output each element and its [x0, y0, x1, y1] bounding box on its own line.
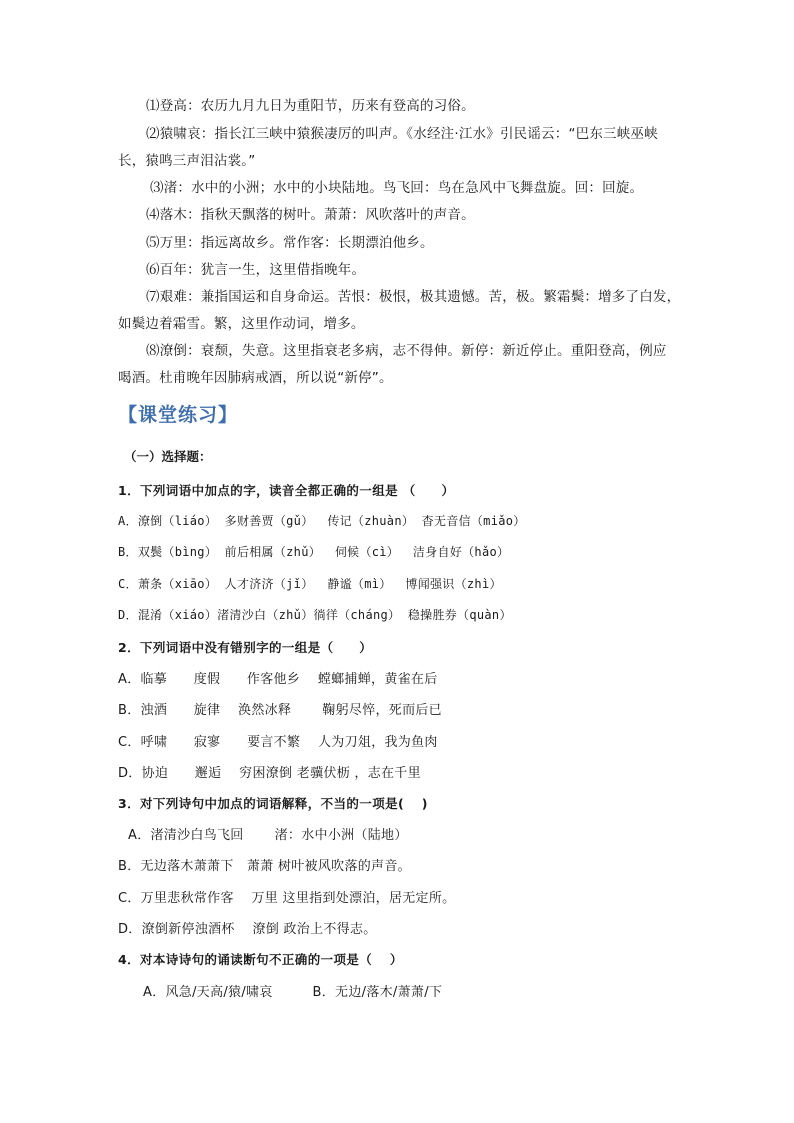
- note-8: ⑻潦倒：衰颓，失意。这里指衰老多病，志不得伸。新停：新近停止。重阳登高，例应: [146, 343, 667, 359]
- note-7: ⑺艰难：兼指国运和自身命运。苦恨：极恨，极其遗憾。苦，极。繁霜鬓：增多了白发，: [146, 289, 681, 305]
- note-5: ⑸万里：指远离故乡。常作客：长期漂泊他乡。: [146, 235, 434, 251]
- note-4: ⑷落木：指秋天飘落的树叶。萧萧：风吹落叶的声音。: [146, 207, 475, 223]
- question-2-option-d: D．协迫 邂逅 穷困潦倒 老骥伏枥 ，志在千里: [118, 766, 421, 781]
- note-2-cont: 长，猿鸣三声泪沾裳。”: [118, 153, 256, 169]
- question-3-option-c: C．万里悲秋常作客 万里 这里指到处漂泊，居无定所。: [118, 891, 456, 906]
- question-1-option-d: D．混淆（xiáo）渚清沙白（zhǔ）徜徉（cháng） 稳操胜券（quàn）: [118, 608, 512, 622]
- question-3-stem: 3．对下列诗句中加点的词语解释，不当的一项是( ): [118, 796, 428, 811]
- question-3-option-a: A．渚清沙白鸟飞回 渚：水中小洲（陆地）: [128, 828, 408, 843]
- question-2-option-a: A．临摹 度假 作客他乡 螳螂捕蝉，黄雀在后: [118, 672, 438, 687]
- question-1-option-b: B．双鬓（bìng） 前后相属（zhǔ） 伺候（cì） 洁身自好（hǎo）: [118, 545, 510, 559]
- question-2-option-b: B．浊酒 旋律 涣然冰释 鞠躬尽悴，死而后已: [118, 703, 442, 718]
- question-4-stem: 4．对本诗诗句的诵读断句不正确的一项是（ ）: [118, 952, 403, 967]
- question-1-option-a: A．潦倒（liáo） 多财善贾（gǔ） 传记（zhuàn） 杳无音信（miǎo）: [118, 514, 526, 528]
- question-2-stem: 2．下列词语中没有错别字的一组是（ ）: [118, 640, 373, 655]
- note-6: ⑹百年：犹言一生，这里借指晚年。: [146, 262, 366, 278]
- note-1: ⑴登高：农历九月九日为重阳节，历来有登高的习俗。: [146, 98, 475, 114]
- note-3: ⑶渚：水中的小洲；水中的小块陆地。鸟飞回：鸟在急风中飞舞盘旋。回：回旋。: [150, 180, 644, 196]
- question-4-options-ab: A．风急/天高/猿/啸哀 B．无边/落木/萧萧/下: [143, 985, 443, 1000]
- question-2-option-c: C．呼啸 寂寥 要言不繁 人为刀俎，我为鱼肉: [118, 735, 438, 750]
- note-7-cont: 如鬓边着霜雪。繁，这里作动词，增多。: [118, 316, 365, 332]
- subsection-title: （一）选择题：: [124, 449, 212, 464]
- note-8-cont: 喝酒。杜甫晚年因肺病戒酒，所以说“新停”。: [118, 370, 393, 386]
- section-title: 【课堂练习】: [118, 404, 239, 426]
- note-2: ⑵猿啸哀：指长江三峡中猿猴凄厉的叫声。《水经注·江水》引民谣云：“巴东三峡巫峡: [146, 126, 658, 142]
- question-3-option-b: B．无边落木萧萧下 萧萧 树叶被风吹落的声音。: [118, 859, 411, 874]
- question-1-option-c: C．萧条（xiāo） 人才济济（jǐ） 静谧（mì） 博闻强识（zhì）: [118, 577, 502, 591]
- question-1-stem: 1．下列词语中加点的字，读音全都正确的一组是 （ ）: [118, 483, 455, 498]
- question-3-option-d: D．潦倒新停浊酒杯 潦倒 政治上不得志。: [118, 922, 377, 937]
